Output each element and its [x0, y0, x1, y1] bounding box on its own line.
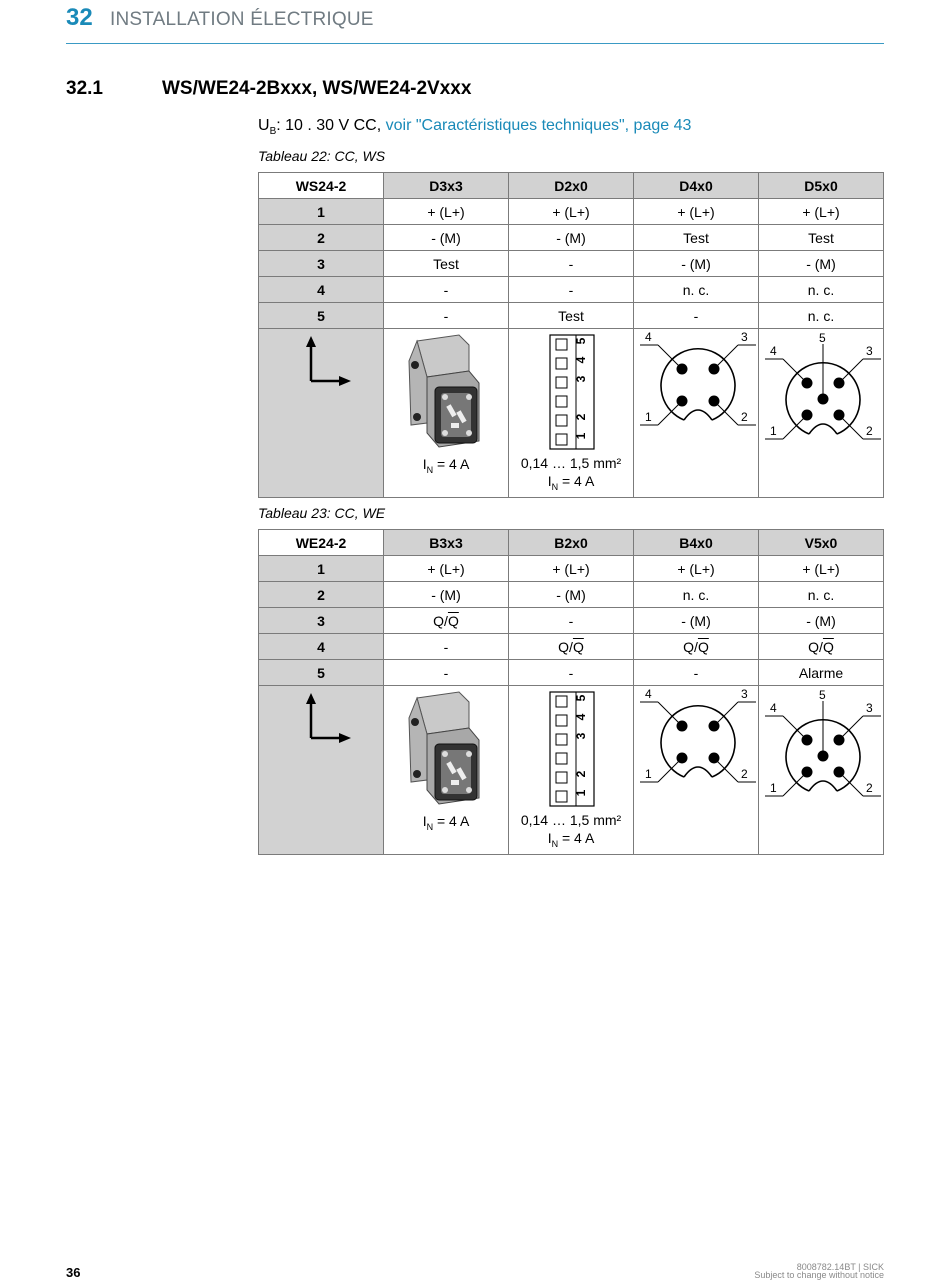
terminal-number: 2	[574, 413, 588, 421]
pin-function: -	[509, 251, 634, 277]
pin-label: 3	[741, 688, 748, 701]
pin-function: + (L+)	[634, 199, 759, 225]
pin-function: + (L+)	[634, 556, 759, 582]
pin-function: - (M)	[634, 251, 759, 277]
pin-function: + (L+)	[384, 556, 509, 582]
page-number: 36	[66, 1265, 81, 1280]
pin-label: 4	[770, 344, 777, 358]
pin-function: -	[384, 303, 509, 329]
terminal-number: 5	[574, 337, 588, 345]
pin-number: 2	[259, 225, 384, 251]
pin-function: + (L+)	[509, 199, 634, 225]
terminal-number: 1	[574, 789, 588, 797]
terminal-specs	[509, 454, 633, 496]
terminal-number: 3	[574, 375, 588, 383]
terminal-number: 5	[574, 694, 588, 702]
pin-function: -	[384, 277, 509, 303]
column-header: V5x0	[759, 530, 884, 556]
terminal-number: 4	[574, 356, 588, 364]
terminal-specs	[509, 811, 633, 853]
pin-label: 4	[770, 701, 777, 715]
table-row	[259, 582, 884, 608]
table-row	[259, 199, 884, 225]
pin-function: n. c.	[634, 582, 759, 608]
table-row	[259, 225, 884, 251]
m12-4pin-cell	[634, 329, 759, 498]
pin-function: Test	[634, 225, 759, 251]
pin-function: n. c.	[759, 303, 884, 329]
pin-function: - (M)	[634, 608, 759, 634]
wire-size: 0,14 … 1,5 mm²	[520, 812, 622, 828]
pin-function: + (L+)	[759, 199, 884, 225]
table-caption: Tableau 23: CC, WE	[258, 505, 386, 521]
chapter-title: INSTALLATION ÉLECTRIQUE	[110, 9, 374, 30]
pin-label: 2	[866, 424, 873, 438]
orientation-cell	[259, 329, 384, 498]
pin-function: - (M)	[384, 225, 509, 251]
supply-voltage	[258, 117, 691, 137]
change-notice: Subject to change without notice	[754, 1270, 884, 1280]
pin-function: - (M)	[759, 608, 884, 634]
orientation-arrow-icon	[299, 692, 359, 752]
table-corner-header: WE24-2	[259, 530, 384, 556]
pin-label: 5	[819, 688, 826, 702]
section-number: 32.1	[66, 78, 103, 99]
m12-4pin-connector-icon	[636, 688, 758, 803]
pin-function: n. c.	[634, 277, 759, 303]
pin-function: -	[634, 303, 759, 329]
pin-number: 3	[259, 608, 384, 634]
terminal-current-rating: $I_N = 4$ A	[547, 830, 595, 849]
pin-assignment-table	[258, 172, 884, 498]
pin-label: 1	[770, 781, 777, 795]
terminal-image-cell	[509, 686, 634, 855]
table-row	[259, 277, 884, 303]
terminal-number: 3	[574, 732, 588, 740]
pin-number: 1	[259, 556, 384, 582]
table-header-row	[259, 173, 884, 199]
plug-current-rating: $I_N = 4$ A	[422, 456, 470, 475]
pin-assignment-table	[258, 529, 884, 855]
terminal-current-rating: $I_N = 4$ A	[547, 473, 595, 492]
table-row	[259, 608, 884, 634]
pin-label: 2	[741, 410, 748, 424]
pin-function: $Q/\overline{Q}$	[634, 634, 759, 660]
supply-symbol-sub: B	[269, 126, 277, 138]
table-header-row	[259, 530, 884, 556]
pin-label: 5	[819, 331, 826, 345]
pin-function: $Q/\overline{Q}$	[759, 634, 884, 660]
terminal-image-cell	[509, 329, 634, 498]
pin-number: 4	[259, 634, 384, 660]
column-header: D3x3	[384, 173, 509, 199]
pin-function: -	[384, 634, 509, 660]
table-row	[259, 660, 884, 686]
table-caption: Tableau 22: CC, WS	[258, 148, 386, 164]
pin-function: -	[634, 660, 759, 686]
pin-label: 3	[866, 701, 873, 715]
m12-5pin-connector-icon	[761, 331, 883, 446]
pin-label: 2	[741, 767, 748, 781]
pin-number: 2	[259, 582, 384, 608]
pin-function: n. c.	[759, 582, 884, 608]
pin-function: Alarme	[759, 660, 884, 686]
pin-function: - (M)	[509, 225, 634, 251]
terminal-block-icon	[548, 334, 598, 452]
column-header: D4x0	[634, 173, 759, 199]
supply-text: : 10 . 30 V CC,	[276, 117, 386, 134]
pin-label: 4	[645, 331, 652, 344]
pin-number: 4	[259, 277, 384, 303]
pin-label: 1	[645, 410, 652, 424]
column-header: B4x0	[634, 530, 759, 556]
orientation-cell	[259, 686, 384, 855]
pin-function: n. c.	[759, 277, 884, 303]
pin-number: 1	[259, 199, 384, 225]
m12-5pin-connector-icon	[761, 688, 883, 803]
pin-label: 2	[866, 781, 873, 795]
pin-label: 4	[645, 688, 652, 701]
supply-symbol: U	[258, 117, 270, 134]
terminal-number: 4	[574, 713, 588, 721]
pin-function: Test	[384, 251, 509, 277]
m12-4pin-cell	[634, 686, 759, 855]
pin-function: - (M)	[384, 582, 509, 608]
plug-image-cell	[384, 686, 509, 855]
pin-number: 5	[259, 303, 384, 329]
valve-plug-icon	[397, 690, 497, 815]
connector-image-row	[259, 329, 884, 498]
pin-function: - (M)	[509, 582, 634, 608]
pin-number: 5	[259, 660, 384, 686]
column-header: B2x0	[509, 530, 634, 556]
valve-plug-icon	[397, 333, 497, 458]
terminal-number: 2	[574, 770, 588, 778]
column-header: B3x3	[384, 530, 509, 556]
pin-function: - (M)	[759, 251, 884, 277]
table-row	[259, 556, 884, 582]
header-rule	[66, 43, 884, 44]
pin-function: + (L+)	[509, 556, 634, 582]
pin-function: Test	[759, 225, 884, 251]
pin-function: -	[509, 608, 634, 634]
m12-5pin-cell	[759, 329, 884, 498]
pin-function: Test	[509, 303, 634, 329]
chapter-number: 32	[66, 4, 93, 31]
terminal-block-icon	[548, 691, 598, 809]
doc-reference: 8008782.14BT | SICK	[796, 1262, 884, 1272]
table-row	[259, 634, 884, 660]
pin-function: -	[509, 660, 634, 686]
pin-label: 1	[645, 767, 652, 781]
section-title: WS/WE24-2Bxxx, WS/WE24-2Vxxx	[162, 78, 472, 99]
m12-5pin-cell	[759, 686, 884, 855]
pin-function: -	[384, 660, 509, 686]
pin-function: + (L+)	[384, 199, 509, 225]
pin-function: + (L+)	[759, 556, 884, 582]
pin-function: $Q/\overline{Q}$	[509, 634, 634, 660]
connector-image-row	[259, 686, 884, 855]
wire-size: 0,14 … 1,5 mm²	[520, 455, 622, 471]
pin-label: 1	[770, 424, 777, 438]
pin-number: 3	[259, 251, 384, 277]
column-header: D5x0	[759, 173, 884, 199]
spec-link[interactable]: voir "Caractéristiques techniques", page 43	[385, 117, 692, 134]
pin-function: -	[509, 277, 634, 303]
pin-label: 3	[741, 331, 748, 344]
terminal-number: 1	[574, 432, 588, 440]
plug-current-rating: $I_N = 4$ A	[422, 813, 470, 832]
pin-function: $Q/\overline{Q}$	[384, 608, 509, 634]
plug-image-cell	[384, 329, 509, 498]
orientation-arrow-icon	[299, 335, 359, 395]
column-header: D2x0	[509, 173, 634, 199]
pin-label: 3	[866, 344, 873, 358]
table-row	[259, 303, 884, 329]
table-corner-header: WS24-2	[259, 173, 384, 199]
m12-4pin-connector-icon	[636, 331, 758, 446]
table-row	[259, 251, 884, 277]
